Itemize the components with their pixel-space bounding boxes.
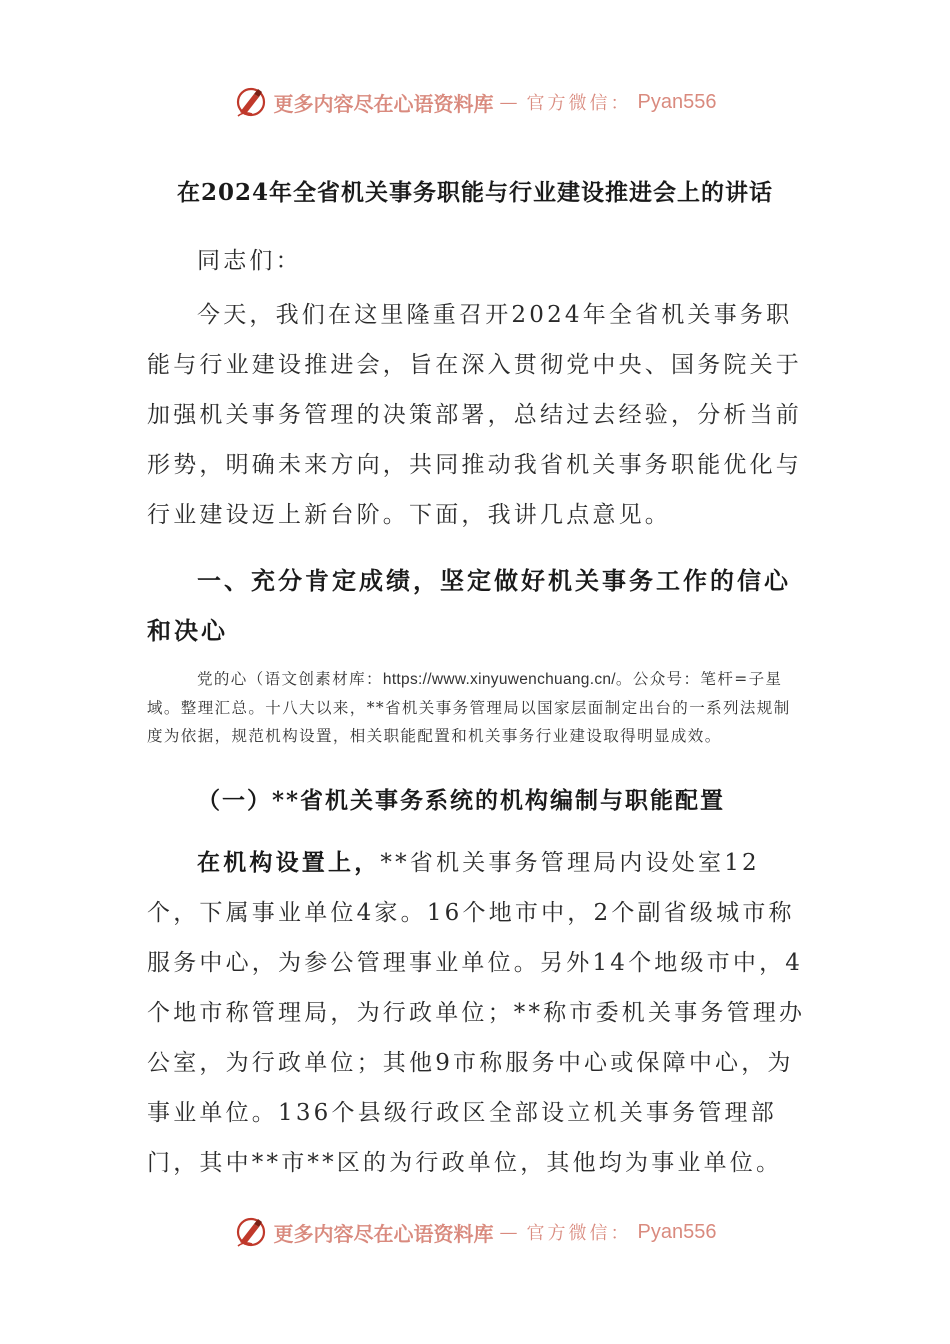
pen-circle-logo-icon xyxy=(234,1215,268,1249)
watermark-main-text: 更多内容尽在心语资料库 xyxy=(273,91,494,116)
watermark-sub-text: 官方微信： xyxy=(526,93,632,114)
pen-circle-logo-icon xyxy=(234,85,268,119)
watermark-main-text: 更多内容尽在心语资料库 xyxy=(273,1221,494,1246)
paragraph-body: **省机关事务管理局内设处室12个，下属事业单位4家。16个地市中，2个副省级城市称服务中心，为参公管理事业单位。另外14个地级市中，4个地市称管理局，为行政单位；**称市委机关事务管理办公室，为行政单位；其他9市称服务中心或保障中心，为事业单位。136个县级行政区全部设立机关事务管理部门，其中**市**区的为行政单位，其他均为事业单位。 xyxy=(147,850,806,1176)
watermark-wechat-id: Pyan556 xyxy=(637,90,717,113)
source-url-link[interactable]: https://www.xinyuwenchuang.cn/ xyxy=(382,671,616,688)
document-title: 在2024年全省机关事务职能与行业建设推进会上的讲话 xyxy=(176,179,773,206)
watermark-wechat-id: Pyan556 xyxy=(637,1220,717,1243)
section-heading-1: 一、充分肯定成绩，坚定做好机关事务工作的信心和决心 xyxy=(147,566,791,645)
source-note-paragraph xyxy=(147,665,807,750)
paragraph-lead: 在机构设置上， xyxy=(197,849,381,876)
intro-paragraph: 今天，我们在这里隆重召开2024年全省机关事务职能与行业建设推进会，旨在深入贯彻党中央、国务院关于加强机关事务管理的决策部署，总结过去经验，分析当前形势，明确未来方向，共同推动我省机关事务职能优化与行业建设迈上新台阶。下面，我讲几点意见。 xyxy=(147,302,802,528)
source-note-suffix: 。公众号：笔杆=子星域。整理汇总。十八大以来，**省机关事务管理局以国家层面制定出台的一系列法规制度为依据，规范机构设置，相关职能配置和机关事务行业建设取得明显成效。 xyxy=(147,670,791,745)
subsection-heading-1: （一）**省机关事务系统的机构编制与职能配置 xyxy=(197,787,726,814)
watermark-sub-text: 官方微信： xyxy=(526,1223,632,1244)
source-note-prefix: 党的心（语文创素材库： xyxy=(197,670,383,688)
watermark-dash: — xyxy=(499,1221,521,1243)
greeting: 同志们： xyxy=(197,248,302,274)
watermark-banner-bottom[interactable] xyxy=(0,1210,950,1254)
institution-paragraph xyxy=(147,838,807,1188)
watermark-dash: — xyxy=(499,91,521,113)
watermark-banner-top[interactable] xyxy=(0,80,950,124)
